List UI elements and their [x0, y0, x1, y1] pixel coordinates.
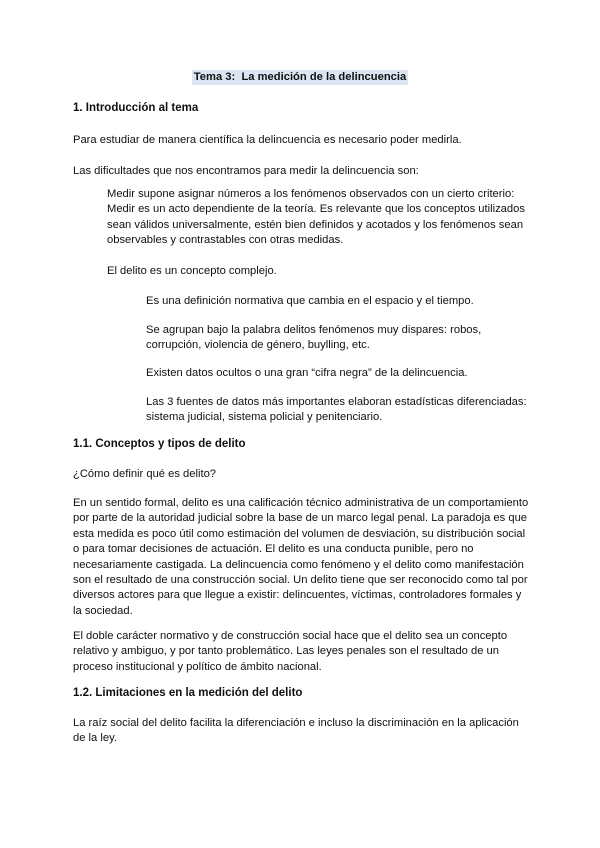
section-heading-intro: 1. Introducción al tema [73, 102, 199, 114]
intro-paragraph-1: Para estudiar de manera científica la delincuencia es necesario poder medirla. [73, 134, 462, 146]
difficulty-item-2: El delito es un concepto complejo. [107, 265, 277, 277]
text-line: relativo y ambiguo, y por tanto problemático. Las leyes penales son el resultado de un [73, 645, 499, 658]
concepts-paragraph-2 [73, 629, 533, 675]
text-line: diversos actores para que llegue a existir: delincuentes, víctimas, controladores formales y [73, 589, 522, 602]
text-line: La raíz social del delito facilita la diferenciación e incluso la discriminación en la aplicación [73, 717, 519, 729]
sub-item-2 [146, 323, 538, 354]
sub-item-3: Existen datos ocultos o una gran “cifra negra” de la delincuencia. [146, 367, 468, 379]
text-line: esta medida es poco útil como estimación del volumen de desviación, su distribución social [73, 527, 526, 540]
text-line: sean válidos universalmente, estén bien definidos y acotados y los fenómenos sean [107, 218, 524, 231]
text-line: En un sentido formal, delito es una calificación técnico administrativa de un comportamiento [73, 497, 529, 509]
text-line: proceso institucional y político de ámbito nacional. [73, 660, 322, 673]
text-line: necesariamente castigada. La delincuencia como fenómeno y el delito como manifestación [73, 558, 524, 571]
concepts-paragraph-1 [73, 496, 533, 619]
text-line: Medir supone asignar números a los fenómenos observados con un cierto criterio: [107, 188, 515, 200]
text-line: Se agrupan bajo la palabra delitos fenómenos muy dispares: robos, [146, 324, 482, 336]
text-line: la sociedad. [73, 604, 133, 617]
text-line: o para tomar decisiones de actuación. El delito es una conducta punible, pero no [73, 543, 474, 556]
title-container [0, 70, 600, 85]
section-heading-concepts: 1.1. Conceptos y tipos de delito [73, 438, 246, 450]
text-line: sistema judicial, sistema policial y penitenciario. [146, 411, 383, 424]
difficulty-item-1 [107, 187, 531, 249]
document-title: Tema 3: La medición de la delincuencia [192, 70, 408, 85]
text-line: corrupción, violencia de género, buylling, etc. [146, 339, 370, 352]
text-line: son el resultado de una construcción social. Un delito tiene que ser reconocido como tal por [73, 574, 528, 587]
concepts-question: ¿Cómo definir qué es delito? [73, 468, 217, 480]
sub-item-4 [146, 395, 538, 426]
text-line: Las 3 fuentes de datos más importantes elaboran estadísticas diferenciadas: [146, 396, 527, 408]
sub-item-1: Es una definición normativa que cambia en el espacio y el tiempo. [146, 295, 474, 307]
intro-paragraph-2: Las dificultades que nos encontramos para medir la delincuencia son: [73, 165, 419, 177]
text-line: observables y contrastables con otras medidas. [107, 234, 344, 247]
section-heading-limitations: 1.2. Limitaciones en la medición del delito [73, 687, 303, 699]
text-line: El doble carácter normativo y de construcción social hace que el delito sea un concepto [73, 630, 508, 642]
text-line: de la ley. [73, 732, 117, 745]
text-line: Medir es un acto dependiente de la teoría. Es relevante que los conceptos utilizados [107, 203, 525, 216]
limitations-paragraph-1 [73, 716, 533, 747]
text-line: por parte de la autoridad judicial sobre la base de un marco legal penal. La paradoja es que [73, 512, 528, 525]
